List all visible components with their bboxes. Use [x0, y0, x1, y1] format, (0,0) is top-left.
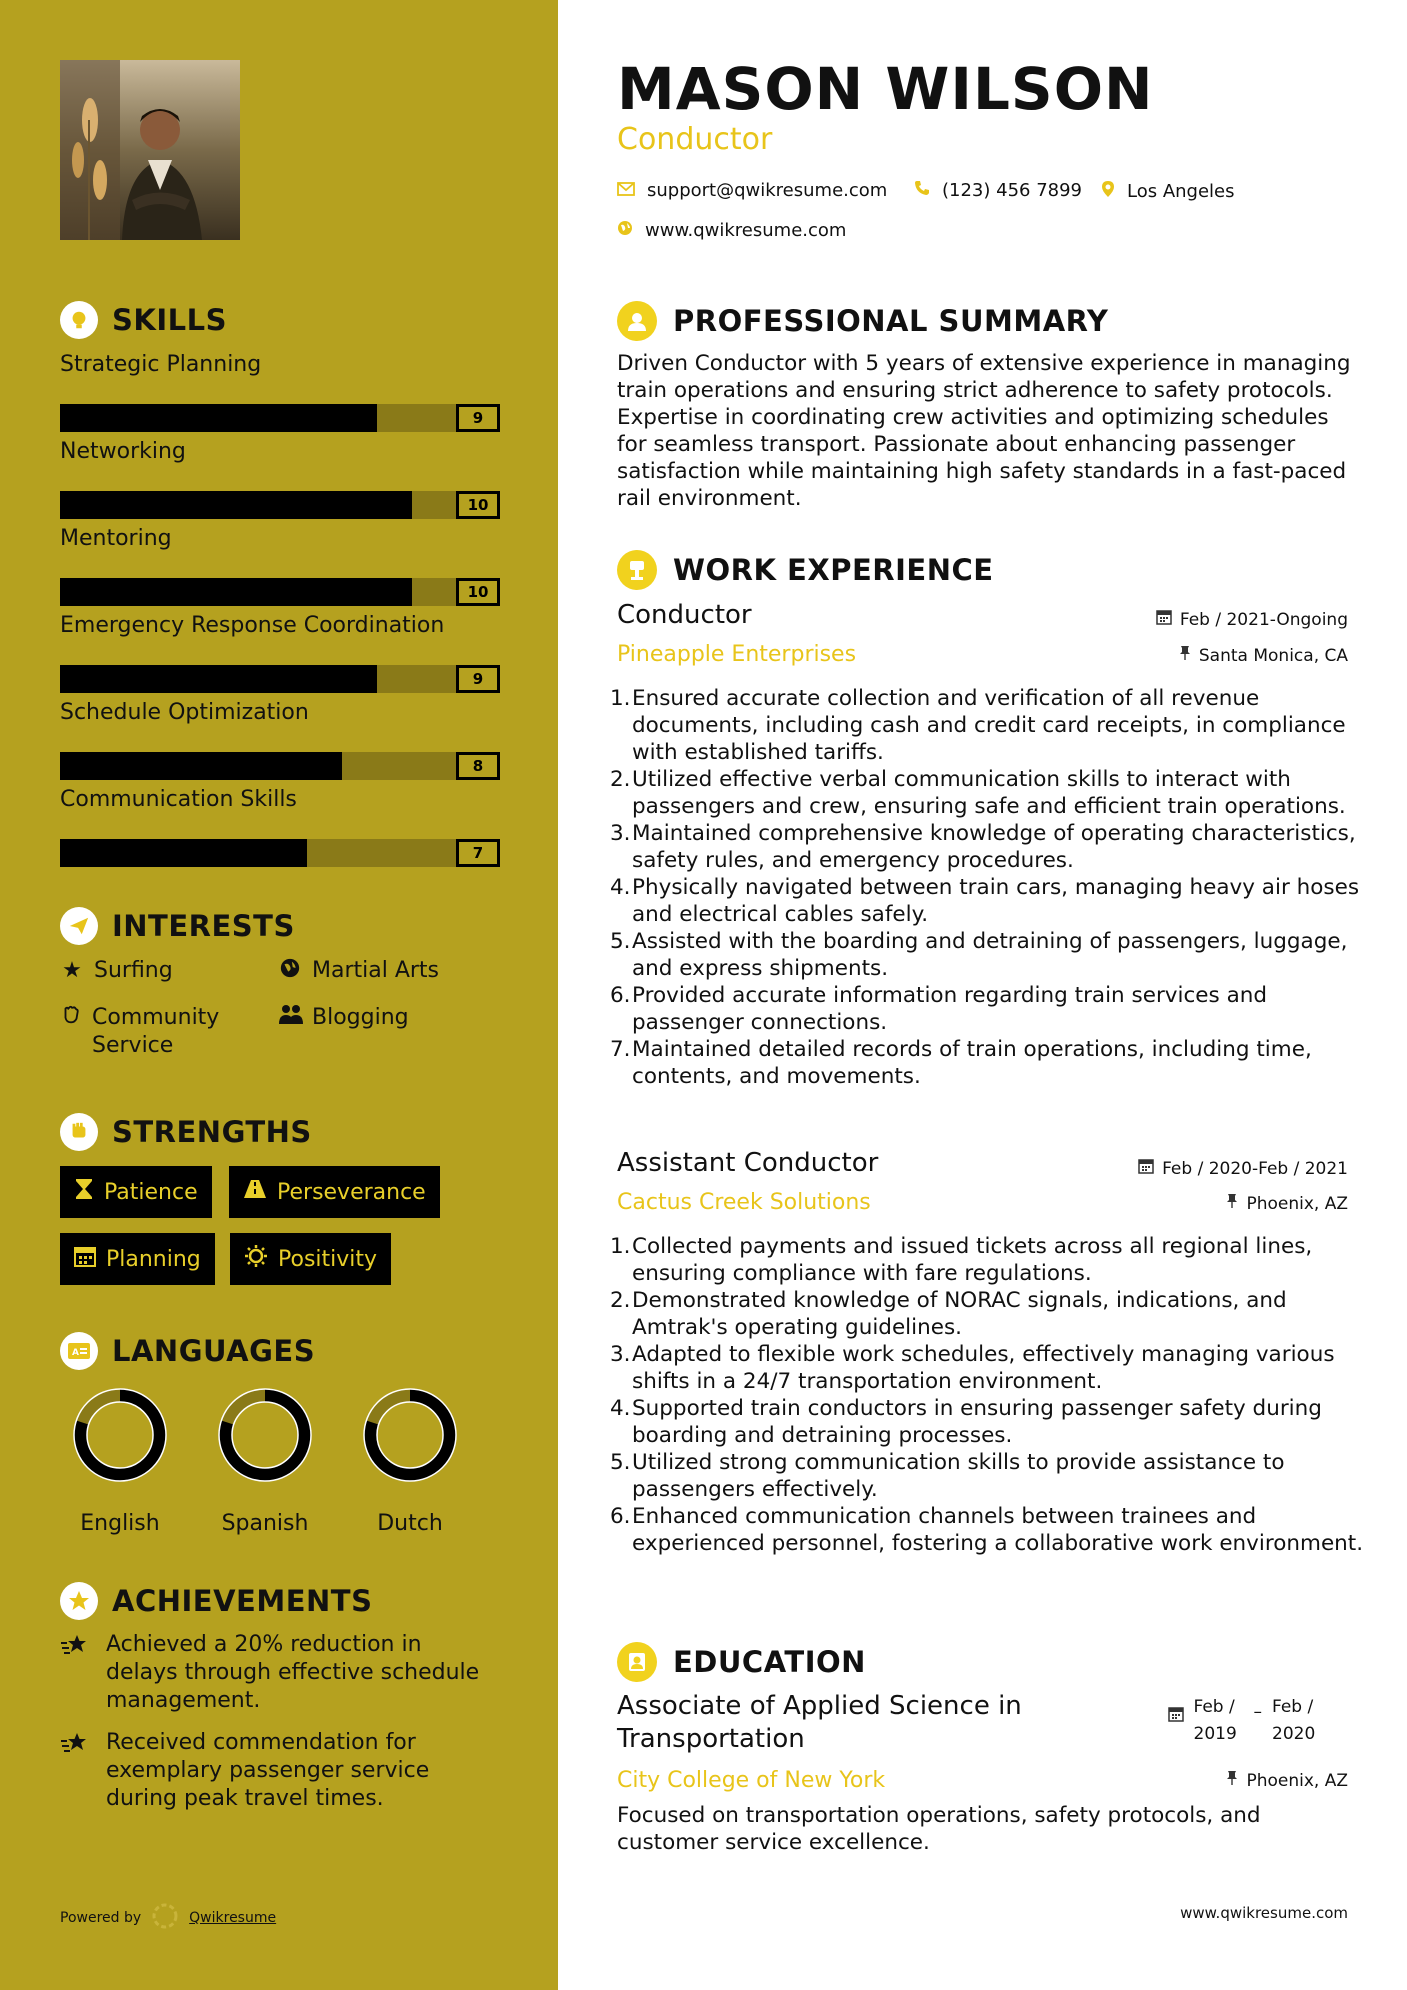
calendar-icon [74, 1245, 96, 1273]
job-location: Santa Monica, CA [1179, 645, 1348, 666]
graduate-icon [617, 1642, 657, 1682]
paper-plane-icon [60, 907, 98, 945]
interest-item: Martial Arts [278, 957, 439, 987]
skill-bar [60, 578, 500, 606]
skill-item [60, 439, 500, 514]
contact-website [617, 220, 846, 241]
list-item: 5. Assisted with the boarding and detraining of passengers, luggage, and express shipments. [610, 929, 1348, 981]
calendar-icon [1156, 609, 1172, 630]
skill-item [60, 613, 500, 688]
skill-item [60, 787, 500, 862]
map-pin-icon [1101, 180, 1115, 203]
skill-item [60, 700, 500, 775]
date-separator: – [1253, 1702, 1262, 1722]
main-column [558, 0, 1407, 1990]
interest-item: ★ Surfing [60, 957, 173, 985]
job-dates: Feb / 2020-Feb / 2021 [1138, 1158, 1348, 1179]
language-name: English [80, 1511, 160, 1536]
envelope-icon [617, 180, 635, 201]
education-school: City College of New York [617, 1768, 886, 1793]
language-name: Spanish [221, 1511, 309, 1536]
strength-chip: Perseverance [229, 1166, 440, 1218]
pushpin-icon [1226, 1193, 1238, 1214]
skill-name: Mentoring [60, 526, 172, 551]
skill-level: 9 [456, 404, 500, 432]
language-item [60, 1385, 180, 1536]
job-responsibilities [610, 1233, 1370, 1557]
lightbulb-icon [60, 301, 98, 339]
experience-heading: WORK EXPERIENCE [617, 550, 994, 590]
interests-heading: INTERESTS [60, 907, 295, 945]
skill-bar-fill [60, 578, 412, 606]
interest-item: Blogging [278, 1004, 409, 1034]
fist-icon [60, 1113, 98, 1151]
job-title: Assistant Conductor [617, 1148, 879, 1178]
skill-bar-fill [60, 404, 377, 432]
list-item: 1. Collected payments and issued tickets across all regional lines, ensuring compliance with fare regulations. [610, 1234, 1313, 1286]
sun-icon [244, 1244, 268, 1274]
candidate-name: MASON WILSON [617, 55, 1154, 123]
skill-bar-fill [60, 839, 307, 867]
achievement-item: Received commendation for exemplary passenger service during peak travel times. [60, 1729, 500, 1813]
skill-bar [60, 665, 500, 693]
skill-level: 8 [456, 752, 500, 780]
svg-text:A: A [72, 1348, 79, 1358]
languages-heading: A LANGUAGES [60, 1332, 315, 1370]
qwikresume-logo-icon [151, 1902, 179, 1934]
job-title: Conductor [617, 600, 752, 630]
language-item [350, 1385, 470, 1536]
education-description: Focused on transportation operations, safety protocols, and customer service excellence. [617, 1803, 1261, 1855]
achievement-item: Achieved a 20% reduction in delays through effective schedule management. [60, 1631, 500, 1715]
list-item: 3. Adapted to flexible work schedules, effectively managing various shifts in a 24/7 transportation environment. [610, 1342, 1335, 1394]
contact-location: Los Angeles [1101, 180, 1235, 203]
list-item: 4. Physically navigated between train cars, managing heavy air hoses and electrical cables safely. [610, 875, 1360, 927]
list-item: 2. Utilized effective verbal communication skills to interact with passengers and crew, ensuring safe and efficient train operations. [610, 767, 1346, 819]
job-company: Pineapple Enterprises [617, 642, 857, 667]
achievements-heading: ACHIEVEMENTS [60, 1582, 372, 1620]
qwikresume-link[interactable]: Qwikresume [189, 1910, 277, 1926]
calendar-icon [1138, 1158, 1154, 1179]
summary-text: Driven Conductor with 5 years of extensive experience in managing train operations and ensuring strict adherence to safety protocols. Expertise in coordinating crew activities and optimizing schedules for seamless transport. Passionate about enhancing passenger satisfaction while maintaining high safety standards in a fast-paced rail environment. [617, 351, 1351, 511]
interest-item: Community Service [60, 1004, 250, 1060]
list-item: 2. Demonstrated knowledge of NORAC signals, indications, and Amtrak's operating guidelines. [610, 1288, 1287, 1340]
pushpin-icon [1179, 645, 1191, 666]
calendar-icon [1168, 1694, 1184, 1727]
pushpin-icon [1226, 1770, 1238, 1791]
language-ring [215, 1385, 315, 1485]
shooting-star-icon [60, 1729, 92, 1813]
hourglass-icon [74, 1178, 94, 1206]
skill-name: Emergency Response Coordination [60, 613, 445, 638]
strength-chip: Positivity [230, 1233, 391, 1285]
footer-website[interactable]: www.qwikresume.com [1180, 1904, 1348, 1922]
language-ring [70, 1385, 170, 1485]
job-company: Cactus Creek Solutions [617, 1190, 871, 1215]
strength-chip: Planning [60, 1233, 215, 1285]
road-icon [243, 1179, 267, 1205]
user-icon [617, 301, 657, 341]
skills-heading: SKILLS [60, 301, 227, 339]
strength-chip: Patience [60, 1166, 212, 1218]
globe-icon [278, 957, 302, 987]
website-link[interactable]: www.qwikresume.com [645, 220, 847, 241]
summary-heading: PROFESSIONAL SUMMARY [617, 301, 1108, 341]
phone-icon [914, 180, 930, 201]
skill-name: Strategic Planning [60, 352, 262, 377]
strengths-heading: STRENGTHS [60, 1113, 312, 1151]
contact-email [617, 180, 887, 201]
list-item: 6. Provided accurate information regarding train services and passenger connections. [610, 983, 1268, 1035]
education-dates: Feb / 2019 – Feb / 2020 [1168, 1694, 1323, 1748]
skill-bar-fill [60, 491, 412, 519]
sidebar [0, 0, 558, 1990]
education-heading: EDUCATION [617, 1642, 866, 1682]
education-degree: Associate of Applied Science in Transportation [617, 1691, 1022, 1754]
list-item: 5. Utilized strong communication skills to provide assistance to passengers effectively. [610, 1450, 1285, 1502]
list-item: 4. Supported train conductors in ensuring passenger safety during boarding and detraining processes. [610, 1396, 1322, 1448]
skill-bar-fill [60, 752, 342, 780]
skill-bar [60, 839, 500, 867]
skill-item [60, 352, 500, 427]
users-icon [278, 1004, 302, 1034]
skill-level: 10 [456, 491, 500, 519]
star-badge-icon [60, 1582, 98, 1620]
skill-bar-fill [60, 665, 377, 693]
candidate-role: Conductor [617, 122, 773, 157]
podium-icon [617, 550, 657, 590]
skill-name: Schedule Optimization [60, 700, 309, 725]
language-ring [360, 1385, 460, 1485]
language-card-icon [60, 1332, 98, 1370]
skill-bar [60, 404, 500, 432]
skill-level: 9 [456, 665, 500, 693]
skill-level: 7 [456, 839, 500, 867]
globe-icon [617, 220, 633, 241]
powered-by: Powered by Qwikresume [60, 1902, 276, 1934]
contact-phone: (123) 456 7899 [914, 180, 1082, 201]
profile-photo [60, 60, 240, 240]
star-icon: ★ [62, 958, 82, 983]
skill-level: 10 [456, 578, 500, 606]
education-location: Phoenix, AZ [1226, 1770, 1348, 1791]
list-item: 6. Enhanced communication channels between trainees and experienced personnel, fostering a collaborative work environment. [610, 1504, 1364, 1556]
language-name: Dutch [377, 1511, 443, 1536]
language-item [205, 1385, 325, 1536]
list-item: 3. Maintained comprehensive knowledge of operating characteristics, safety rules, and emergency procedures. [610, 821, 1356, 873]
skill-bar [60, 491, 500, 519]
list-item: 1. Ensured accurate collection and verification of all revenue documents, including cash and credit card receipts, in compliance with established tariffs. [610, 686, 1346, 765]
shooting-star-icon [60, 1631, 92, 1715]
job-responsibilities [610, 685, 1370, 1090]
skill-bar [60, 752, 500, 780]
email-link[interactable]: support@qwikresume.com [647, 180, 888, 201]
skill-name: Communication Skills [60, 787, 297, 812]
skill-item [60, 526, 500, 601]
job-location: Phoenix, AZ [1226, 1193, 1348, 1214]
skill-name: Networking [60, 439, 186, 464]
hand-icon [60, 1004, 82, 1060]
list-item: 7. Maintained detailed records of train operations, including time, contents, and movements. [610, 1037, 1312, 1089]
job-dates: Feb / 2021-Ongoing [1156, 609, 1348, 630]
